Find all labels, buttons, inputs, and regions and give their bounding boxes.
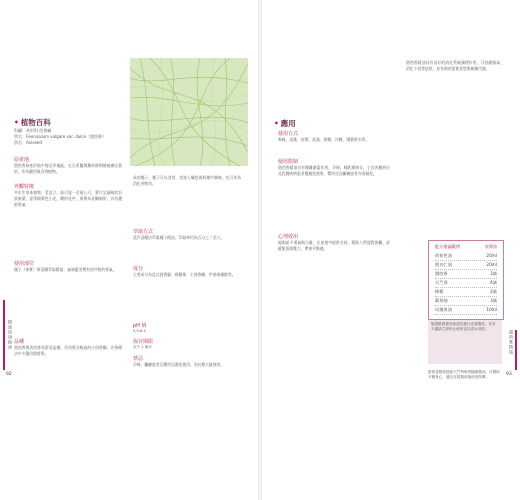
subsection-title-variety: 品種 xyxy=(14,339,25,345)
recipe-row xyxy=(435,298,497,306)
recipe-ingredient: 玫瑰果油 xyxy=(435,307,452,312)
alias-line: 別名：Aniseed xyxy=(14,140,42,145)
recipe-box xyxy=(428,240,504,320)
recipe-row xyxy=(435,271,497,279)
recipe-quantity: 20ml xyxy=(486,262,497,267)
right-col-text: 甜茴香精油具有良好的消化系統調理作用，可舒緩脹氣、消化不良等症狀，並有助於促進食慾與新陳代謝。 xyxy=(406,60,504,71)
subsection-text-method: 吸嗅、蒸薰、按摩、泡澡、熱敷、冷敷、調製香水等。 xyxy=(278,137,370,142)
left-accent-bar xyxy=(3,300,5,370)
recipe-note: 按摩油 xyxy=(485,244,497,249)
recipe-row xyxy=(435,307,497,315)
recipe-quantity: 2滴 xyxy=(490,289,497,294)
subsection-title-origin: 原產地 xyxy=(14,157,30,163)
subsection-title-method: 使用方式 xyxy=(278,131,299,137)
subsection-text-origin: 甜茴香原產於地中海沿岸地區，在古希臘與羅馬時期便被廣泛栽培，作為藥用與食用植物。 xyxy=(14,163,122,174)
usage-note: 甜茴香精油搭配天竺葵與柑橘類精油，可幫助平衡身心，適合在經期前後使用按摩。 xyxy=(428,370,500,380)
fennel-photo xyxy=(130,58,248,166)
subsection-text-caution: 孕婦、癲癇患者及嬰幼兒避免使用，勿長期大量使用。 xyxy=(133,362,225,367)
family-line: 科屬：傘形科 茴香屬 xyxy=(14,128,52,133)
subsection-title-ph: pH 值 xyxy=(133,323,147,329)
scientific-name-line: 學名：Foeniculum vulgare var. dulce（甜茴香） xyxy=(14,134,107,139)
section-title-application: • 應用 xyxy=(274,119,296,128)
recipe-quantity: 20ml xyxy=(486,253,497,258)
left-page-number: 92 xyxy=(6,372,12,377)
recipe-ingredient: 葡萄柚 xyxy=(435,298,448,303)
right-accent-bar xyxy=(515,330,517,370)
recipe-ingredient: 荷荷芭油 xyxy=(435,253,452,258)
left-vertical-label: 精油用途指南 xyxy=(8,320,13,350)
recipe-row xyxy=(435,253,497,261)
subsection-title-part: 使用部位 xyxy=(14,261,35,267)
section-title-plant: • 植物百科 xyxy=(14,118,51,127)
subsection-title-appearance: 外觀特徵 xyxy=(14,184,35,190)
plant-meta xyxy=(14,128,124,146)
subsection-title-components: 成分 xyxy=(133,266,144,272)
recipe-quantity: 3滴 xyxy=(490,271,497,276)
ph-value: 5.9-6.4 xyxy=(133,329,146,333)
recipe-row xyxy=(435,280,497,288)
recipe-quantity: 4滴 xyxy=(490,280,497,285)
right-page-number: 93 xyxy=(506,372,512,377)
right-vertical-label: 甜茴香精油 xyxy=(509,330,514,355)
subsection-title-psychology: 心理效用 xyxy=(278,234,299,240)
subsection-text-components: 主要成分為反式茴香腦、檸檬烯、小茴香酮、甲基胡椒酚等。 xyxy=(133,272,236,277)
shelf-life-value: 至少 1 個月 xyxy=(133,345,152,349)
recipe-ingredient: 天竺葵 xyxy=(435,280,448,285)
left-page xyxy=(0,0,258,500)
recipe-title: 配方建議範例 xyxy=(435,244,461,249)
subsection-text-restriction: 甜茴香精油具有類雌激素作用，孕婦、哺乳期婦女、子宮內膜異位及乳腺疾病患者應避免使用，嬰幼兒及癲癇患者亦須避免。 xyxy=(278,165,390,176)
recipe-row xyxy=(435,262,497,270)
subsection-text-appearance: 多年生草本植物，莖直立，高可達一至兩公尺，葉片呈細絲狀羽狀複葉，夏季開黃色小花，繖形花序，果實為長橢圓形，具有濃郁香氣。 xyxy=(14,190,122,207)
subsection-text-part: 種子（果實）經蒸餾萃取精油，氣味甜美帶有茴芹般的香氣。 xyxy=(14,267,117,272)
recipe-ingredient: 甜杏仁油 xyxy=(435,262,452,267)
recipe-ingredient: 甜茴香 xyxy=(435,271,448,276)
subsection-text-psychology: 能夠給予勇氣與力量，在逆境中提供支持，幫助人們面對困難，舒緩緊張與壓力，帶來平衡感。 xyxy=(278,240,390,251)
subsection-text-extraction: 蒸汽蒸餾法萃取種子精油，萃取率約為百分之二至六。 xyxy=(133,235,225,240)
subsection-title-shelf-life: 保存期限 xyxy=(133,339,154,345)
recipe-ingredient: 檸檬 xyxy=(435,289,444,294)
center-col-intro: 成的種子，種子可以食用，常加入麵包與料理中調味，也可作為消化茶飲用。 xyxy=(133,175,241,186)
recipe-row xyxy=(435,289,497,297)
subsection-title-restriction: 使用限制 xyxy=(278,159,299,165)
warning-box: 敏感肌膚使用前請先進行皮膚測試，若有不適請立即停止使用並以清水沖洗。 xyxy=(428,320,502,364)
subsection-title-extraction: 萃取方式 xyxy=(133,229,154,235)
subsection-title-caution: 禁忌 xyxy=(133,356,144,362)
recipe-quantity: 10ml xyxy=(486,307,497,312)
subsection-text-variety: 甜茴香與苦茴香為常見品種，苦茴香含較高的小茴香酮，芳香療法中多選用甜茴香。 xyxy=(14,345,122,356)
recipe-quantity: 3滴 xyxy=(490,298,497,303)
